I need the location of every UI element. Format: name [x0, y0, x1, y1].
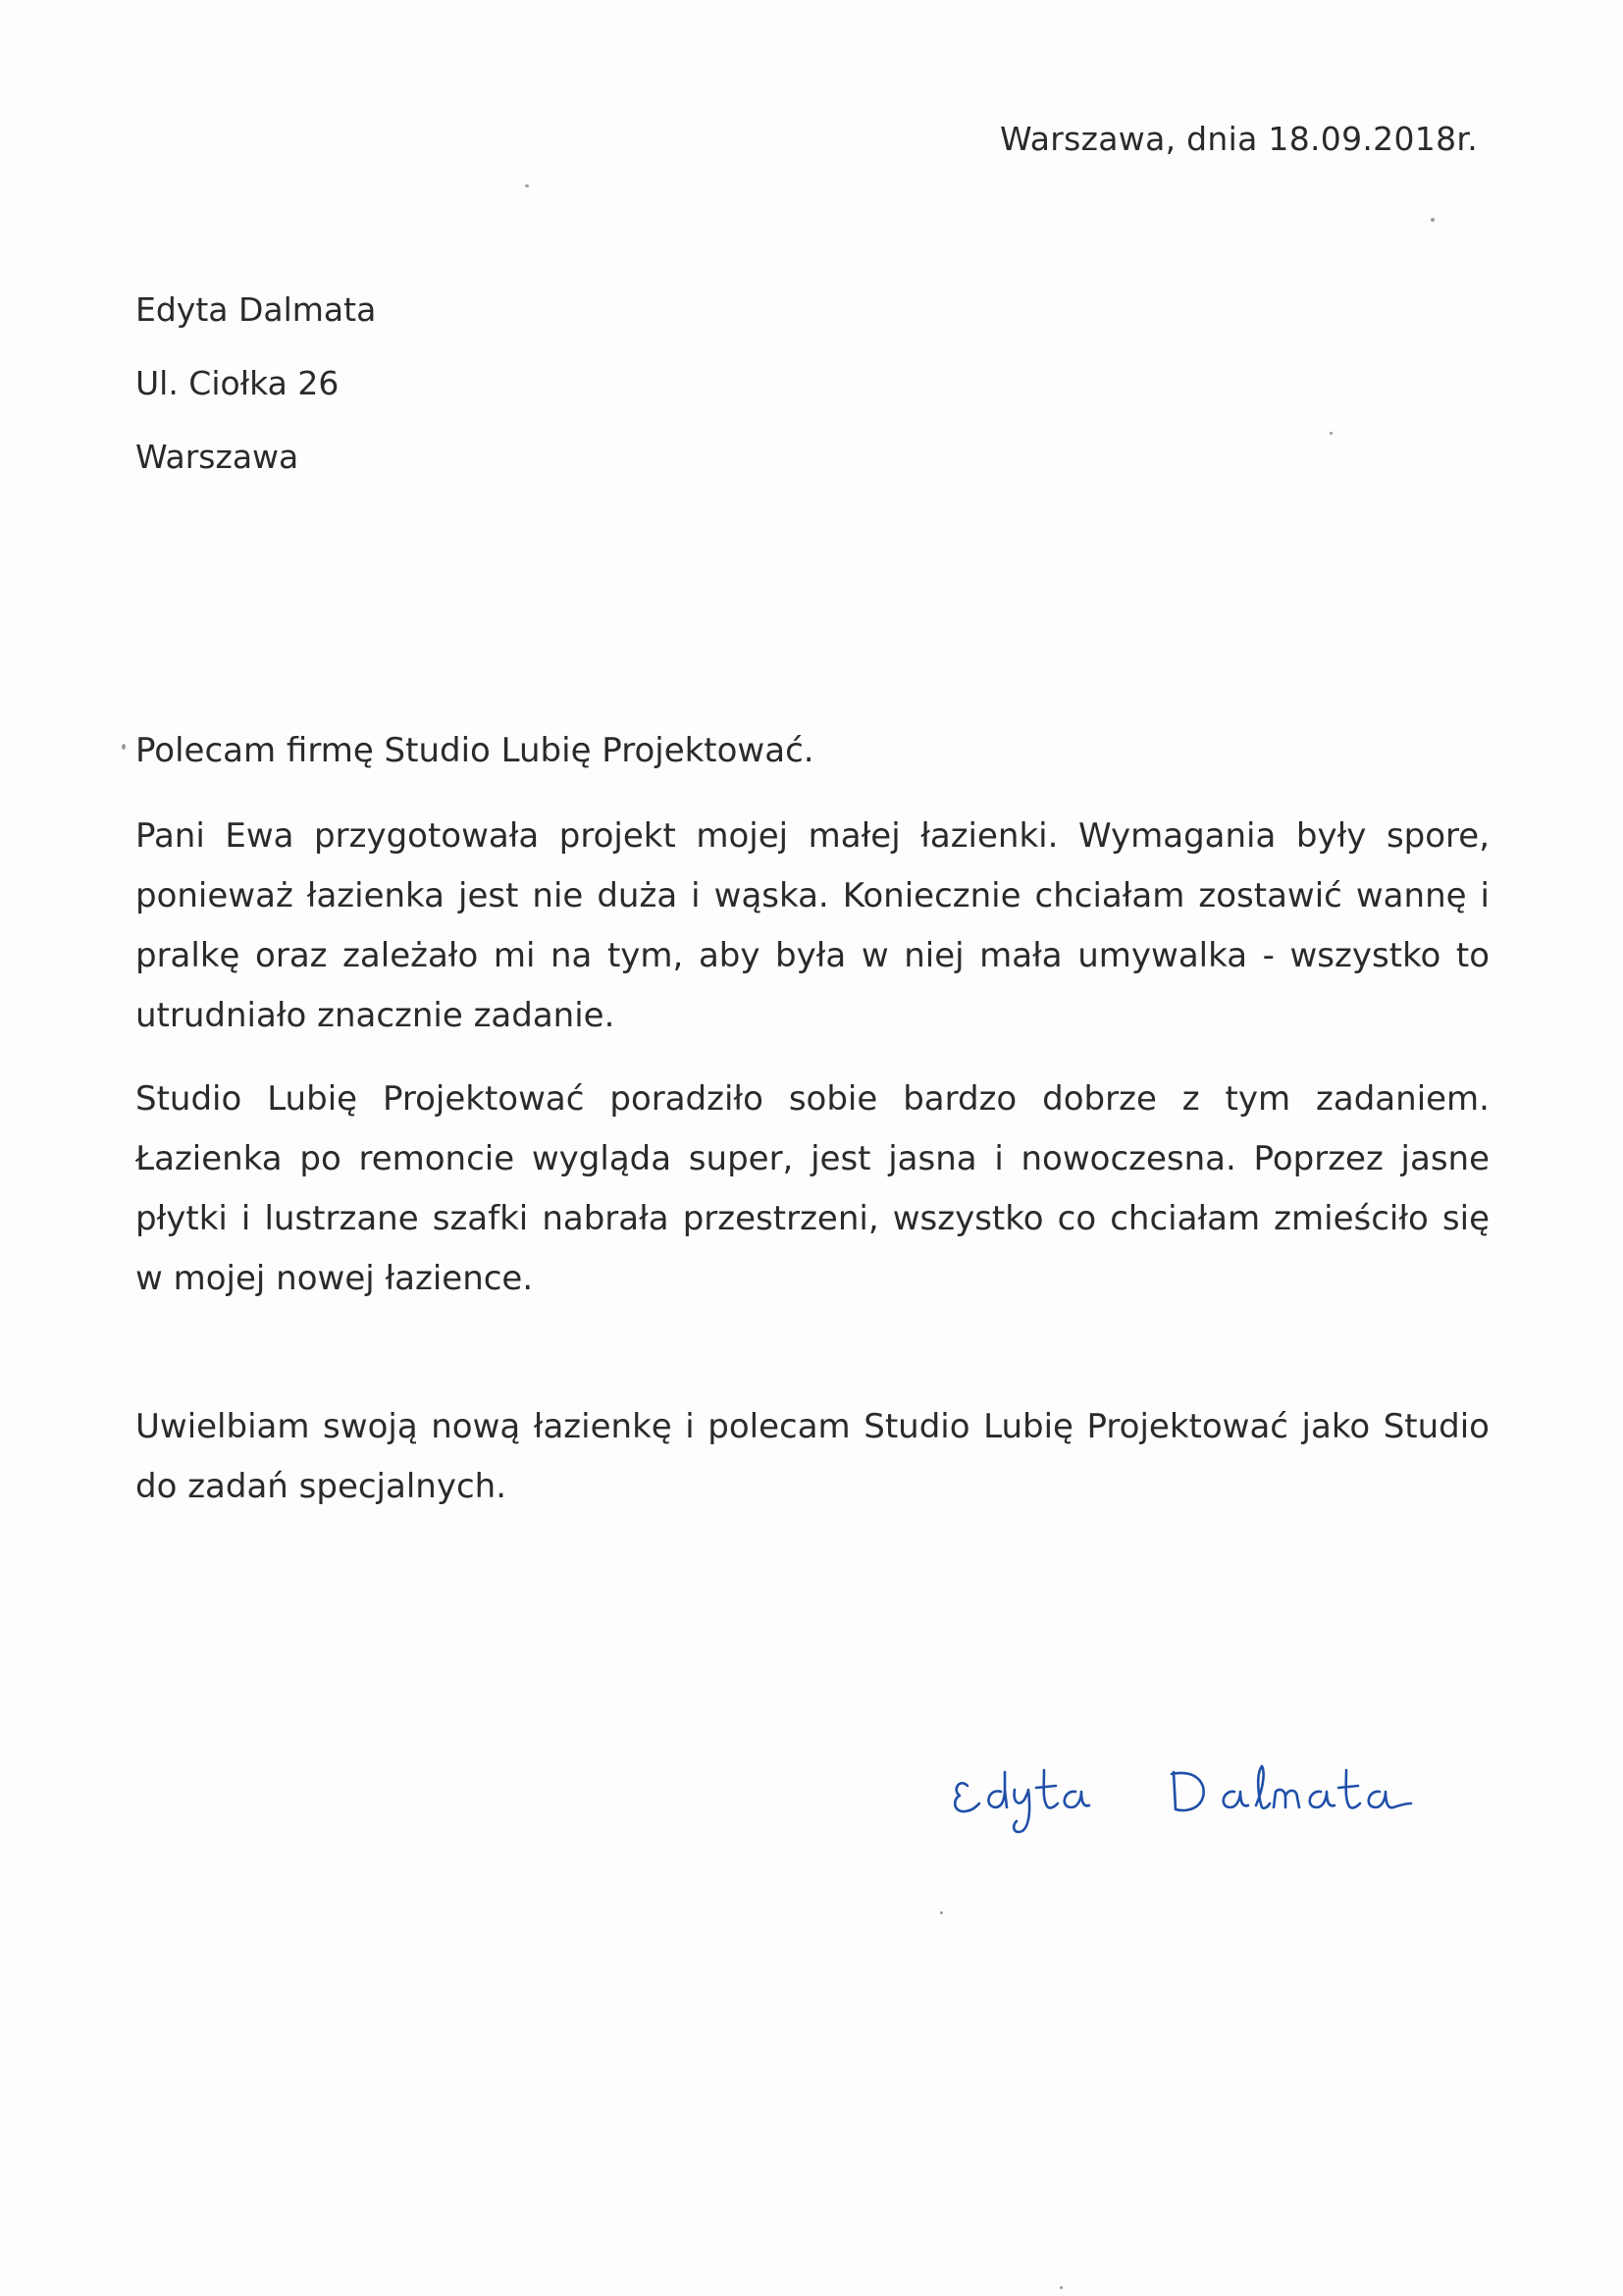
- sender-name: Edyta Dalmata: [135, 290, 377, 329]
- paragraph-result: Studio Lubię Projektować poradziło sobie bardzo dobrze z tym zadaniem. Łazienka po remoncie wygląda super, jest jasna i nowoczesna. Poprzez jasne płytki i lustrzane szafki nabrała przestrzeni, wszystko co chciałam zmieściło się w mojej nowej łazience.: [135, 1079, 1490, 1298]
- handwritten-signature: [950, 1748, 1421, 1837]
- scan-speck: [1431, 218, 1435, 222]
- sender-street: Ul. Ciołka 26: [135, 364, 340, 402]
- sender-city: Warszawa: [135, 438, 299, 476]
- date-line: Warszawa, dnia 18.09.2018r.: [999, 120, 1478, 158]
- scan-speck: [1330, 432, 1333, 435]
- letter-body: [135, 721, 1490, 1540]
- paragraph-closing: Uwielbiam swoją nową łazienkę i polecam Studio Lubię Projektować jako Studio do zadań specjalnych.: [135, 1407, 1490, 1506]
- paragraph-recommendation: Polecam firmę Studio Lubię Projektować.: [135, 731, 814, 770]
- scan-speck: [525, 184, 529, 187]
- scan-speck: [122, 744, 126, 750]
- paragraph-requirements: Pani Ewa przygotowała projekt mojej małej łazienki. Wymagania były spore, ponieważ łazienka jest nie duża i wąska. Koniecznie chciałam zostawić wannę i pralkę oraz zależało mi na tym, aby była w niej mała umywalka - wszystko to utrudniało znacznie zadanie.: [135, 816, 1490, 1035]
- scan-speck: [940, 1911, 943, 1914]
- sender-address-block: [135, 273, 376, 494]
- scan-speck: [1060, 2286, 1063, 2289]
